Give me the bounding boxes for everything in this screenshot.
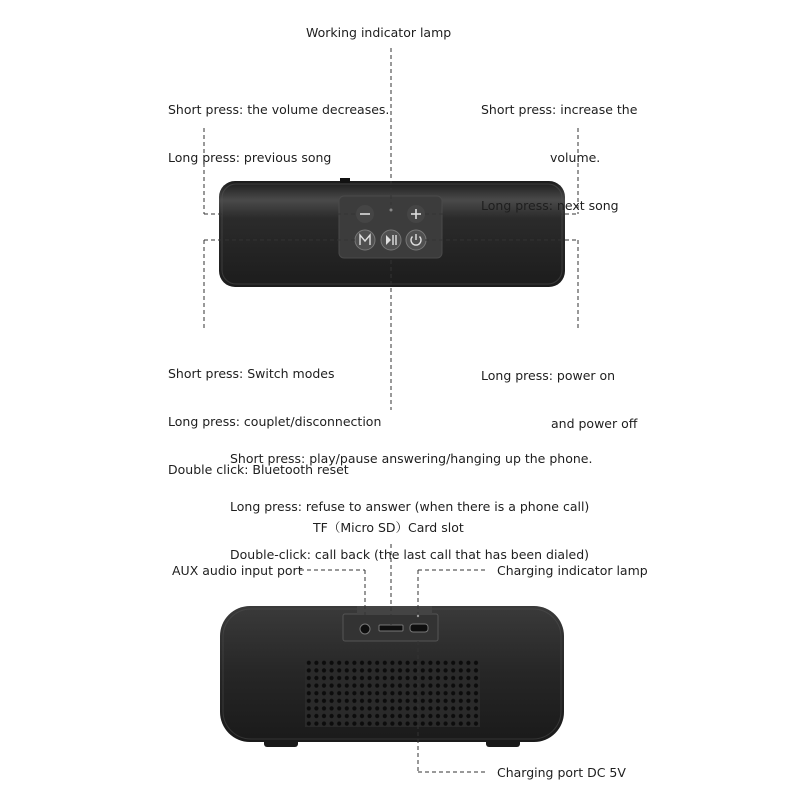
speaker-grille: [305, 659, 480, 727]
play-button-description: [230, 419, 592, 579]
power-long-press-cont: and power off: [551, 416, 638, 431]
mode-button[interactable]: [355, 230, 375, 250]
mode-short-press: Short press: Switch modes: [168, 366, 335, 381]
play-pause-button[interactable]: [381, 230, 401, 250]
speaker-back-view: [220, 606, 564, 747]
charging-lamp-label: Charging indicator lamp: [497, 563, 648, 578]
working-indicator-lamp: [390, 209, 393, 212]
charging-port[interactable]: [410, 624, 428, 632]
mode-long-press: Long press: couplet/disconnection: [168, 414, 382, 429]
aux-port[interactable]: [360, 624, 370, 634]
volume-down-short-press: Short press: the volume decreases.: [168, 102, 390, 117]
volume-up-long-press: Long press: next song: [481, 198, 619, 213]
play-double-click: Double-click: call back (the last call that has been dialed): [230, 547, 590, 562]
play-long-press: Long press: refuse to answer (when there is a phone call): [230, 499, 590, 514]
working-indicator-lamp-label: Working indicator lamp: [306, 25, 452, 40]
charging-indicator-lamp: [417, 615, 419, 617]
play-short-press: Short press: play/pause answering/hanging up the phone.: [230, 451, 593, 466]
charging-port-label: Charging port DC 5V: [497, 765, 626, 780]
volume-up-description: [481, 70, 637, 230]
power-button[interactable]: [406, 230, 426, 250]
aux-port-label: AUX audio input port: [172, 563, 303, 578]
volume-down-long-press: Long press: previous song: [168, 150, 332, 165]
control-panel: [339, 196, 442, 258]
volume-down-button[interactable]: [356, 205, 374, 223]
volume-up-short-press: Short press: increase the: [481, 102, 638, 117]
volume-down-description: [168, 70, 389, 182]
tf-card-slot-label: TF（Micro SD）Card slot: [313, 520, 464, 535]
power-long-press: Long press: power on: [481, 368, 616, 383]
volume-up-short-press-cont: volume.: [550, 150, 601, 165]
mode-double-click: Double click: Bluetooth reset: [168, 462, 349, 477]
volume-up-button[interactable]: [407, 205, 425, 223]
tf-card-slot[interactable]: [379, 625, 403, 631]
